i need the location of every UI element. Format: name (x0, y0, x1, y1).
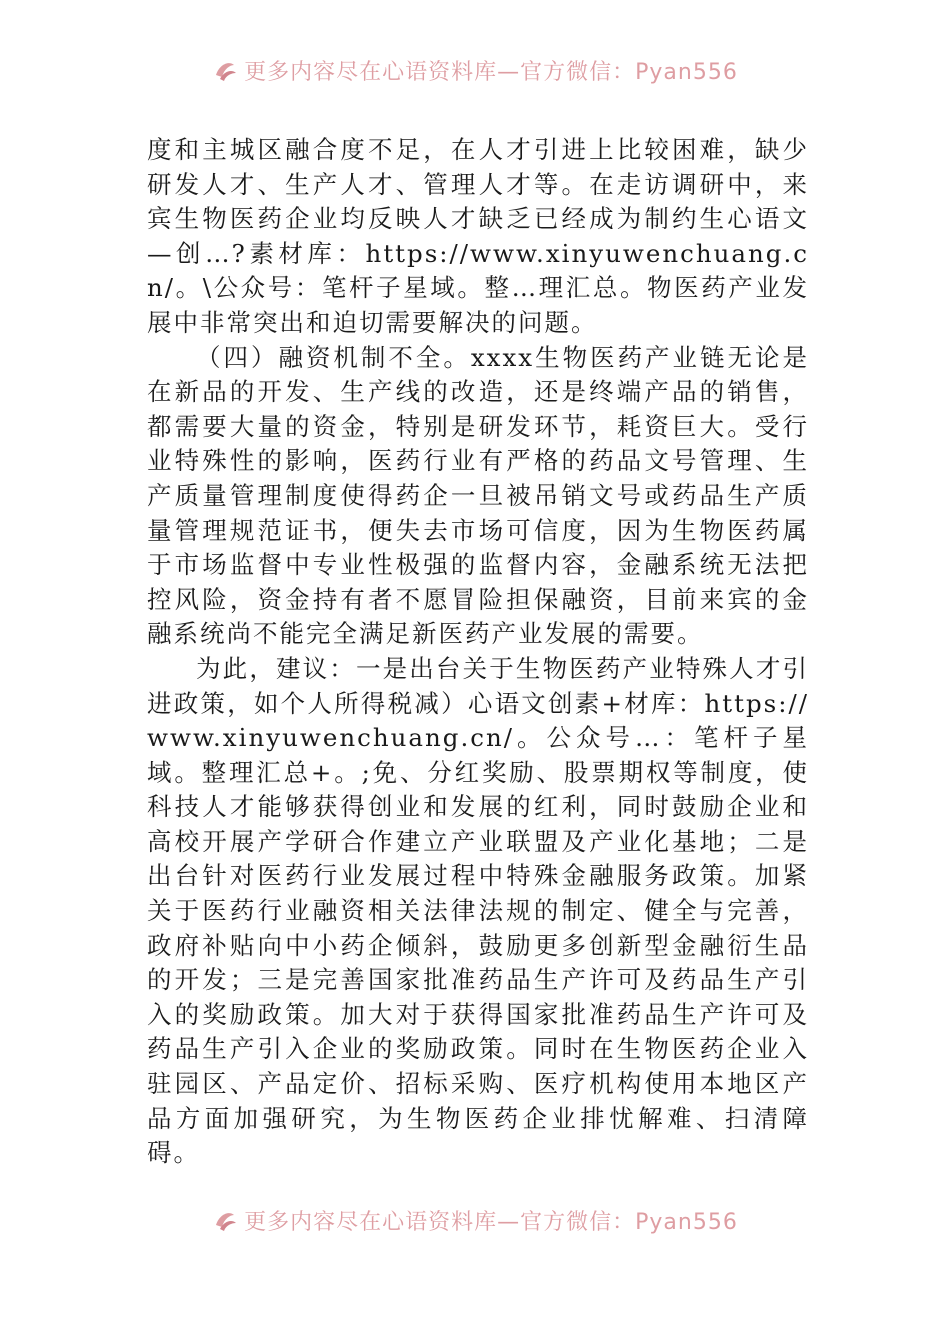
paragraph-recommendations: 为此，建议：一是出台关于生物医药产业特殊人才引进政策，如个人所得税减）心语文创素+材库：https://www.xinyuwenchuang.cn/。公众号…：笔杆子星域。整理汇总+。;免、分红奖励、股票期权等制度，使科技人才能够获得创业和发展的红利，同时鼓励企业和高校开展产学研合作建立产业联盟及产业化基地；二是出台针对医药行业发展过程中特殊金融服务政策。加紧关于医药行业融资相关法律法规的制定、健全与完善，政府补贴向中小药企倾斜，鼓励更多创新型金融衍生品的开发；三是完善国家批准药品生产许可及药品生产引入的奖励政策。加大对于获得国家批准药品生产许可及药品生产引入企业的奖励政策。同时在生物医药企业入驻园区、产品定价、招标采购、医疗机构使用本地区产品方面加强研究，为生物医药企业排忧解难、扫清障碍。 (147, 653, 809, 1168)
header-watermark (0, 48, 950, 92)
document-body (147, 133, 809, 1171)
watermark-text: 更多内容尽在心语资料库—官方微信：Pyan556 (244, 59, 738, 85)
paragraph-financing-mechanism: （四）融资机制不全。xxxx生物医药产业链无论是在新品的开发、生产线的改造，还是终端产品的销售，都需要大量的资金，特别是研发环节，耗资巨大。受行业特殊性的影响，医药行业有严格的药品文号管理、生产质量管理制度使得药企一旦被吊销文号或药品生产质量管理规范证书，便失去市场可信度，因为生物医药属于市场监督中专业性极强的监督内容，金融系统无法把控风险，资金持有者不愿冒险担保融资，目前来宾的金融系统尚不能完全满足新医药产业发展的需要。 (147, 342, 809, 649)
ribbon-logo-icon (212, 1207, 238, 1233)
footer-watermark (0, 1198, 950, 1242)
watermark-text: 更多内容尽在心语资料库—官方微信：Pyan556 (244, 1209, 738, 1235)
paragraph-talent-shortage: 度和主城区融合度不足，在人才引进上比较困难，缺少研发人才、生产人才、管理人才等。在走访调研中，来宾生物医药企业均反映人才缺乏已经成为制约生心语文—创…?素材库：https://www.xinyuwenchuang.cn/。\公众号：笔杆子星域。整…理汇总。物医药产业发展中非常突出和迫切需要解决的问题。 (147, 135, 809, 337)
ribbon-logo-icon (212, 57, 238, 83)
